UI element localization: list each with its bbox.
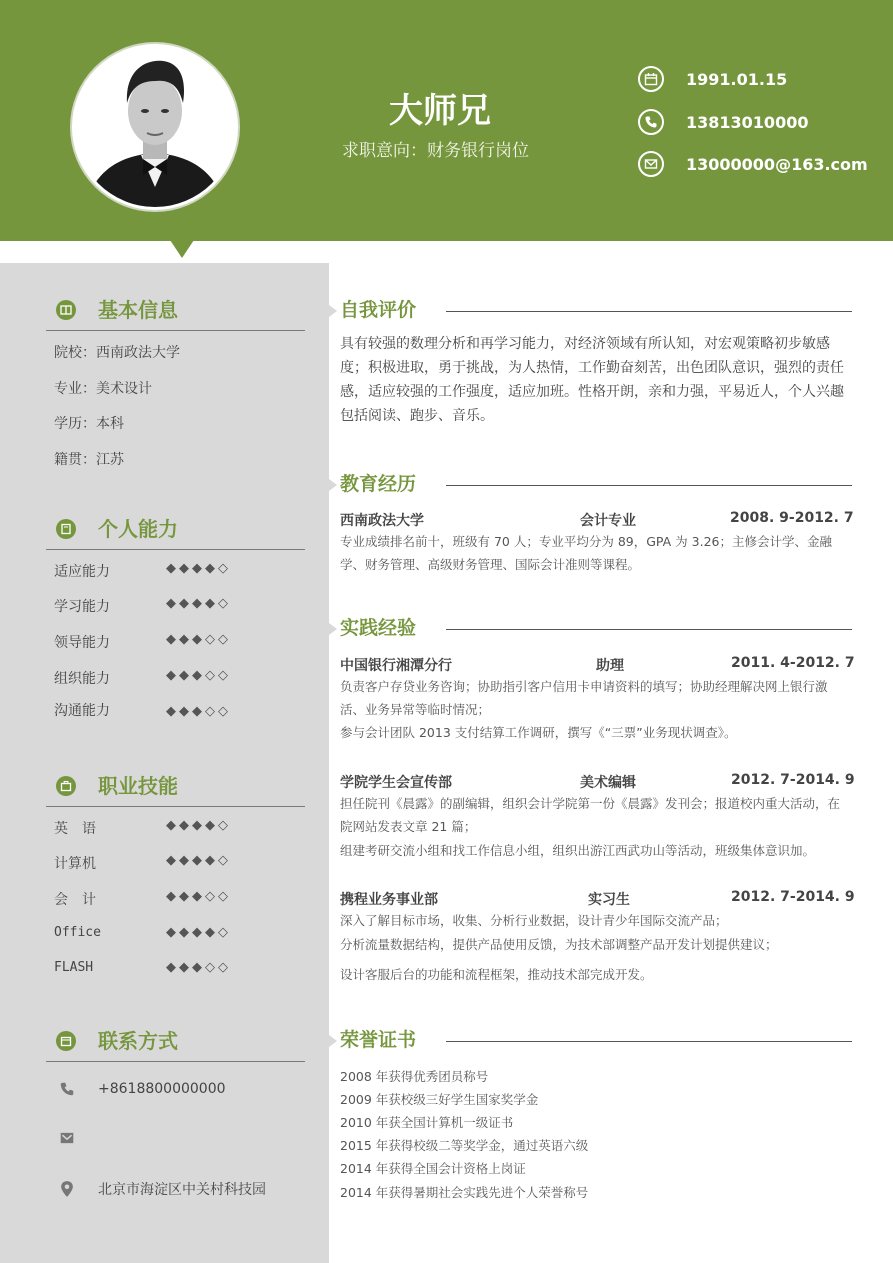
practice-header-row (340, 655, 855, 675)
briefcase-icon (56, 776, 76, 796)
honor-item: 2010 年获全国计算机一级证书 (340, 1115, 514, 1130)
practice-period: 2012. 7-2014. 9 (731, 889, 855, 905)
section-rule (446, 1041, 852, 1042)
skill-rating: ◆◆◆◇◇ (166, 889, 231, 904)
contact-phone-text: +8618800000000 (98, 1081, 226, 1097)
practice-line: 深入了解目标市场，收集、分析行业数据，设计青少年国际交流产品； (340, 913, 728, 928)
section-rule (446, 311, 852, 312)
avatar-illustration (75, 47, 235, 207)
avatar-photo (72, 44, 238, 210)
section-title-contact (46, 1027, 305, 1062)
practice-org: 中国银行湘潭分行 (340, 658, 452, 674)
section-title-basic-info (46, 296, 305, 331)
ability-rating: ◆◆◆◆◇ (166, 596, 231, 611)
ability-name: 组织能力 (54, 671, 110, 687)
section-title-practice: 实践经验 (340, 617, 417, 639)
location-pin-icon (58, 1180, 76, 1198)
phone-text: 13813010000 (686, 112, 809, 132)
section-title-skills (46, 772, 305, 807)
section-title-honors: 荣誉证书 (340, 1029, 417, 1051)
practice-header-row (340, 772, 855, 792)
section-title-self-assessment: 自我评价 (340, 299, 417, 321)
skill-rating: ◆◆◆◆◇ (166, 818, 231, 833)
section-title-text: 个人能力 (98, 517, 178, 541)
book-icon (56, 519, 76, 539)
contact-email-row (58, 1129, 98, 1147)
sidebar (0, 263, 329, 1263)
skill-name: 英 语 (54, 821, 96, 837)
education-major: 会计专业 (580, 513, 636, 529)
honor-item: 2014 年获得暑期社会实践先进个人荣誉称号 (340, 1185, 589, 1200)
ability-name: 领导能力 (54, 635, 110, 651)
info-hometown: 籍贯：江苏 (54, 452, 124, 468)
contact-phone-row (58, 1080, 226, 1098)
section-rule (446, 629, 852, 630)
section-pointer (329, 479, 337, 491)
section-title-text: 联系方式 (98, 1029, 178, 1053)
ability-name: 适应能力 (54, 564, 110, 580)
skill-name: 会 计 (54, 892, 96, 908)
calendar-icon (56, 1031, 76, 1051)
ability-rating: ◆◆◆◇◇ (166, 704, 231, 719)
email-text: 13000000@163.com (686, 154, 868, 174)
section-pointer (329, 305, 337, 317)
section-pointer (329, 1035, 337, 1047)
section-title-text: 基本信息 (98, 298, 178, 322)
practice-line: 负责客户存贷业务咨询；协助指引客户信用卡申请资料的填写；协助经理解决网上银行激活、业务异常等临时情况； (340, 679, 828, 717)
info-school: 院校：西南政法大学 (54, 345, 180, 361)
mail-icon (58, 1129, 76, 1147)
practice-period: 2012. 7-2014. 9 (731, 772, 855, 788)
honor-item: 2015 年获得校级二等奖学金，通过英语六级 (340, 1138, 589, 1153)
phone-icon (638, 109, 664, 135)
practice-line: 组建考研交流小组和找工作信息小组，组织出游江西武功山等活动，班级集体意识加。 (340, 843, 816, 858)
practice-role: 实习生 (588, 892, 630, 908)
skill-name: Office (54, 925, 101, 940)
practice-line: 参与会计团队 2013 支付结算工作调研，撰写《“三票”业务现状调查》。 (340, 725, 737, 740)
contact-address-text: 北京市海淀区中关村科技园 (98, 1182, 266, 1198)
contact-address-row (58, 1179, 266, 1199)
education-description: 专业成绩排名前十，班级有 70 人；专业平均分为 89，GPA 为 3.26；主修会计学、金融学、财务管理、高级财务管理、国际会计准则等课程。 (340, 534, 832, 572)
education-school: 西南政法大学 (340, 513, 424, 529)
ability-name: 学习能力 (54, 599, 110, 615)
skill-name: FLASH (54, 960, 94, 975)
skill-rating: ◆◆◆◇◇ (166, 960, 231, 975)
info-major: 专业：美术设计 (54, 381, 152, 397)
id-card-icon (56, 300, 76, 320)
birthday-text: 1991.01.15 (686, 69, 788, 89)
practice-line: 设计客服后台的功能和流程框架，推动技术部完成开发。 (340, 967, 653, 982)
section-pointer (329, 623, 337, 635)
practice-header-row (340, 889, 855, 909)
education-period: 2008. 9-2012. 7 (730, 510, 854, 526)
section-title-text: 职业技能 (98, 774, 178, 798)
ability-rating: ◆◆◆◆◇ (166, 561, 231, 576)
honor-item: 2008 年获得优秀团员称号 (340, 1069, 489, 1084)
candidate-name: 大师兄 (389, 91, 491, 131)
header-phone-row (638, 107, 808, 137)
mail-icon (638, 151, 664, 177)
section-rule (446, 485, 852, 486)
skill-rating: ◆◆◆◆◇ (166, 853, 231, 868)
practice-line: 担任院刊《晨露》的副编辑，组织会计学院第一份《晨露》发刊会；报道校内重大活动，在院网站发表文章 21 篇； (340, 796, 841, 834)
section-title-education: 教育经历 (340, 473, 417, 495)
skill-name: 计算机 (54, 856, 96, 872)
section-title-abilities (46, 515, 305, 550)
header-notch (170, 240, 194, 258)
header-email-row (638, 149, 868, 179)
ability-rating: ◆◆◆◇◇ (166, 632, 231, 647)
ability-name: 沟通能力 (54, 703, 110, 719)
practice-role: 美术编辑 (580, 775, 636, 791)
phone-icon (58, 1080, 76, 1098)
practice-org: 学院学生会宣传部 (340, 775, 452, 791)
practice-org: 携程业务事业部 (340, 892, 438, 908)
practice-role: 助理 (596, 658, 624, 674)
practice-period: 2011. 4-2012. 7 (731, 655, 855, 671)
education-header-row (340, 510, 852, 530)
skill-rating: ◆◆◆◆◇ (166, 925, 231, 940)
self-assessment-text: 具有较强的数理分析和再学习能力，对经济领域有所认知，对宏观策略初步敏感度；积极进取，勇于挑战，为人热情，工作勤奋刻苦，出色团队意识，强烈的责任感，适应较强的工作强度，适应加班。性格开朗，亲和力强，平易近人，个人兴趣包括阅读、跑步、音乐。 (340, 336, 844, 424)
header-birthday-row (638, 64, 787, 94)
honor-item: 2014 年获得全国会计资格上岗证 (340, 1161, 526, 1176)
honor-item: 2009 年获校级三好学生国家奖学金 (340, 1092, 539, 1107)
practice-line: 分析流量数据结构，提供产品使用反馈，为技术部调整产品开发计划提供建议； (340, 937, 778, 952)
info-degree: 学历：本科 (54, 416, 124, 432)
job-objective: 求职意向：财务银行岗位 (342, 141, 529, 161)
calendar-icon (638, 66, 664, 92)
ability-rating: ◆◆◆◇◇ (166, 668, 231, 683)
